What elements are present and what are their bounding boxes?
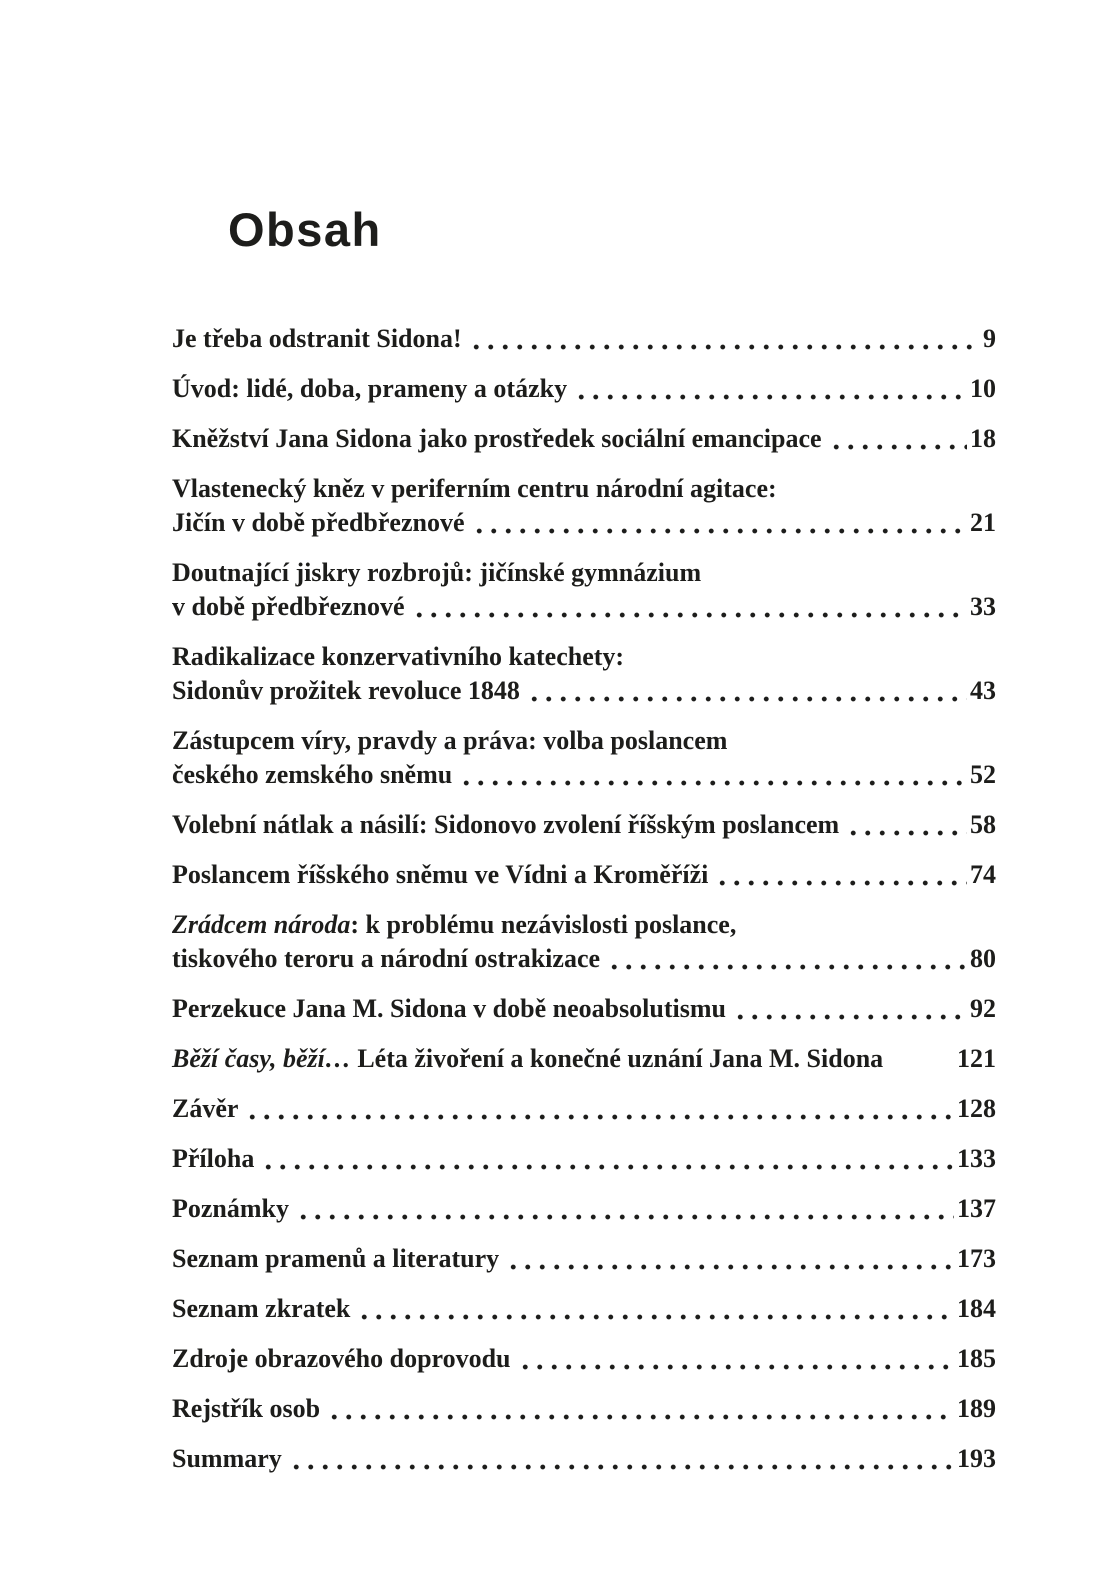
toc-entry (172, 472, 996, 540)
page-number: 133 (957, 1144, 996, 1173)
dot-leader (259, 1142, 954, 1176)
toc-text: Jičín v době předbřeznové (172, 508, 465, 537)
toc-entry (172, 1092, 996, 1126)
toc-line (172, 908, 996, 942)
toc-entry-text (172, 910, 736, 939)
toc-entry (172, 640, 996, 708)
toc-line (172, 590, 996, 624)
toc-entry (172, 1292, 996, 1326)
toc-line (172, 1392, 996, 1426)
toc-text: Vlastenecký kněz v periferním centru národní agitace: (172, 474, 777, 503)
toc-entry (172, 1392, 996, 1426)
page-number: 173 (957, 1244, 996, 1273)
toc-line (172, 858, 996, 892)
toc-entry-text (172, 726, 727, 755)
toc-line (172, 724, 996, 758)
toc-entry-text (172, 1292, 350, 1326)
toc-entry-text (172, 1092, 238, 1126)
toc-entry (172, 1042, 996, 1076)
dot-leader (572, 372, 967, 406)
toc-text: Příloha (172, 1144, 255, 1173)
page-number: 43 (970, 676, 996, 705)
dot-leader (355, 1292, 954, 1326)
toc-entry (172, 1142, 996, 1176)
toc-text: Seznam pramenů a literatury (172, 1244, 500, 1273)
toc-list (172, 322, 996, 1492)
page-number: 18 (970, 424, 996, 453)
dot-leader (410, 590, 967, 624)
toc-entry-text (172, 642, 624, 671)
page-title: Obsah (228, 203, 382, 256)
page-number: 184 (957, 1294, 996, 1323)
toc-entry (172, 858, 996, 892)
page-number: 185 (957, 1344, 996, 1373)
dot-leader (294, 1192, 954, 1226)
page-number: 121 (957, 1044, 996, 1073)
toc-text: Je třeba odstranit Sidona! (172, 324, 462, 353)
toc-line (172, 992, 996, 1026)
toc-text: Úvod: lidé, doba, prameny a otázky (172, 374, 568, 403)
toc-text: Volební nátlak a násilí: Sidonovo zvolení říšským poslancem (172, 810, 840, 839)
toc-text: Perzekuce Jana M. Sidona v době neoabsolutismu (172, 994, 726, 1023)
toc-entry (172, 1192, 996, 1226)
page-number: 10 (970, 374, 996, 403)
toc-text: českého zemského sněmu (172, 760, 453, 789)
toc-line (172, 942, 996, 976)
toc-entry (172, 724, 996, 792)
toc-entry (172, 1442, 996, 1476)
toc-entry (172, 322, 996, 356)
toc-text: Kněžství Jana Sidona jako prostředek sociální emancipace (172, 424, 822, 453)
dot-leader (504, 1242, 954, 1276)
toc-line (172, 1092, 996, 1126)
toc-line (172, 674, 996, 708)
toc-entry-text (172, 1242, 499, 1276)
toc-line (172, 758, 996, 792)
toc-line (172, 1292, 996, 1326)
toc-entry-text (172, 1192, 289, 1226)
toc-entry-text (172, 1392, 320, 1426)
toc-text: Doutnající jiskry rozbrojů: jičínské gymnázium (172, 558, 702, 587)
toc-entry-text (172, 1142, 254, 1176)
toc-line (172, 556, 996, 590)
toc-line (172, 372, 996, 406)
toc-entry (172, 422, 996, 456)
dot-leader (457, 758, 967, 792)
dot-leader (525, 674, 967, 708)
dot-leader (516, 1342, 954, 1376)
toc-text: v době předbřeznové (172, 592, 405, 621)
toc-text: : k problému nezávislosti poslance, (350, 910, 737, 939)
toc-line (172, 422, 996, 456)
page-number: 58 (970, 810, 996, 839)
toc-entry (172, 808, 996, 842)
toc-text: Seznam zkratek (172, 1294, 351, 1323)
toc-line (172, 472, 996, 506)
toc-line (172, 1142, 996, 1176)
page-number: 74 (970, 860, 996, 889)
dot-leader (243, 1092, 954, 1126)
toc-entry-text (172, 558, 701, 587)
toc-text-italic: Běží časy, běží… (172, 1044, 351, 1073)
toc-entry-text (172, 506, 465, 540)
page-number: 193 (957, 1444, 996, 1473)
toc-entry-text (172, 1442, 282, 1476)
toc-entry (172, 1342, 996, 1376)
dot-leader (467, 322, 980, 356)
toc-line (172, 1242, 996, 1276)
toc-entry-text (172, 1342, 511, 1376)
toc-entry-text (172, 372, 567, 406)
toc-entry-text (172, 758, 452, 792)
toc-entry-text (172, 474, 777, 503)
toc-entry-text (172, 674, 520, 708)
toc-line (172, 322, 996, 356)
dot-leader (287, 1442, 954, 1476)
toc-entry-text (172, 590, 405, 624)
toc-entry (172, 1242, 996, 1276)
toc-line (172, 1442, 996, 1476)
toc-entry-text (172, 992, 726, 1026)
leader-gap (888, 1042, 954, 1076)
toc-entry (172, 992, 996, 1026)
toc-text: Rejstřík osob (172, 1394, 321, 1423)
page-number: 137 (957, 1194, 996, 1223)
dot-leader (844, 808, 967, 842)
toc-text: tiskového teroru a národní ostrakizace (172, 944, 601, 973)
toc-text: Sidonův prožitek revoluce 1848 (172, 676, 520, 705)
dot-leader (731, 992, 967, 1026)
page-number: 80 (970, 944, 996, 973)
dot-leader (325, 1392, 954, 1426)
toc-line (172, 640, 996, 674)
page-number: 92 (970, 994, 996, 1023)
toc-text: Zástupcem víry, pravdy a práva: volba poslancem (172, 726, 728, 755)
toc-entry-text (172, 808, 839, 842)
toc-line (172, 808, 996, 842)
page-number: 21 (970, 508, 996, 537)
dot-leader (605, 942, 967, 976)
dot-leader (470, 506, 968, 540)
toc-line (172, 1192, 996, 1226)
toc-text: Léta živoření a konečné uznání Jana M. Sidona (350, 1044, 884, 1073)
toc-entry-text (172, 1042, 883, 1076)
toc-text: Summary (172, 1444, 282, 1473)
toc-text: Radikalizace konzervativního katechety: (172, 642, 625, 671)
toc-text: Poznámky (172, 1194, 289, 1223)
toc-line (172, 1342, 996, 1376)
toc-text: Závěr (172, 1094, 239, 1123)
page-number: 33 (970, 592, 996, 621)
toc-entry (172, 908, 996, 976)
page-number: 128 (957, 1094, 996, 1123)
toc-entry (172, 372, 996, 406)
toc-text-italic: Zrádcem národa (172, 910, 351, 939)
toc-entry-text (172, 858, 708, 892)
toc-entry-text (172, 422, 822, 456)
toc-text: Poslancem říšského sněmu ve Vídni a Kroměříži (172, 860, 709, 889)
toc-line (172, 506, 996, 540)
dot-leader (713, 858, 967, 892)
toc-entry (172, 556, 996, 624)
page-number: 52 (970, 760, 996, 789)
toc-line (172, 1042, 996, 1076)
page-number: 9 (983, 324, 996, 353)
page-number: 189 (957, 1394, 996, 1423)
toc-text: Zdroje obrazového doprovodu (172, 1344, 511, 1373)
dot-leader (827, 422, 967, 456)
toc-entry-text (172, 322, 462, 356)
toc-entry-text (172, 942, 600, 976)
